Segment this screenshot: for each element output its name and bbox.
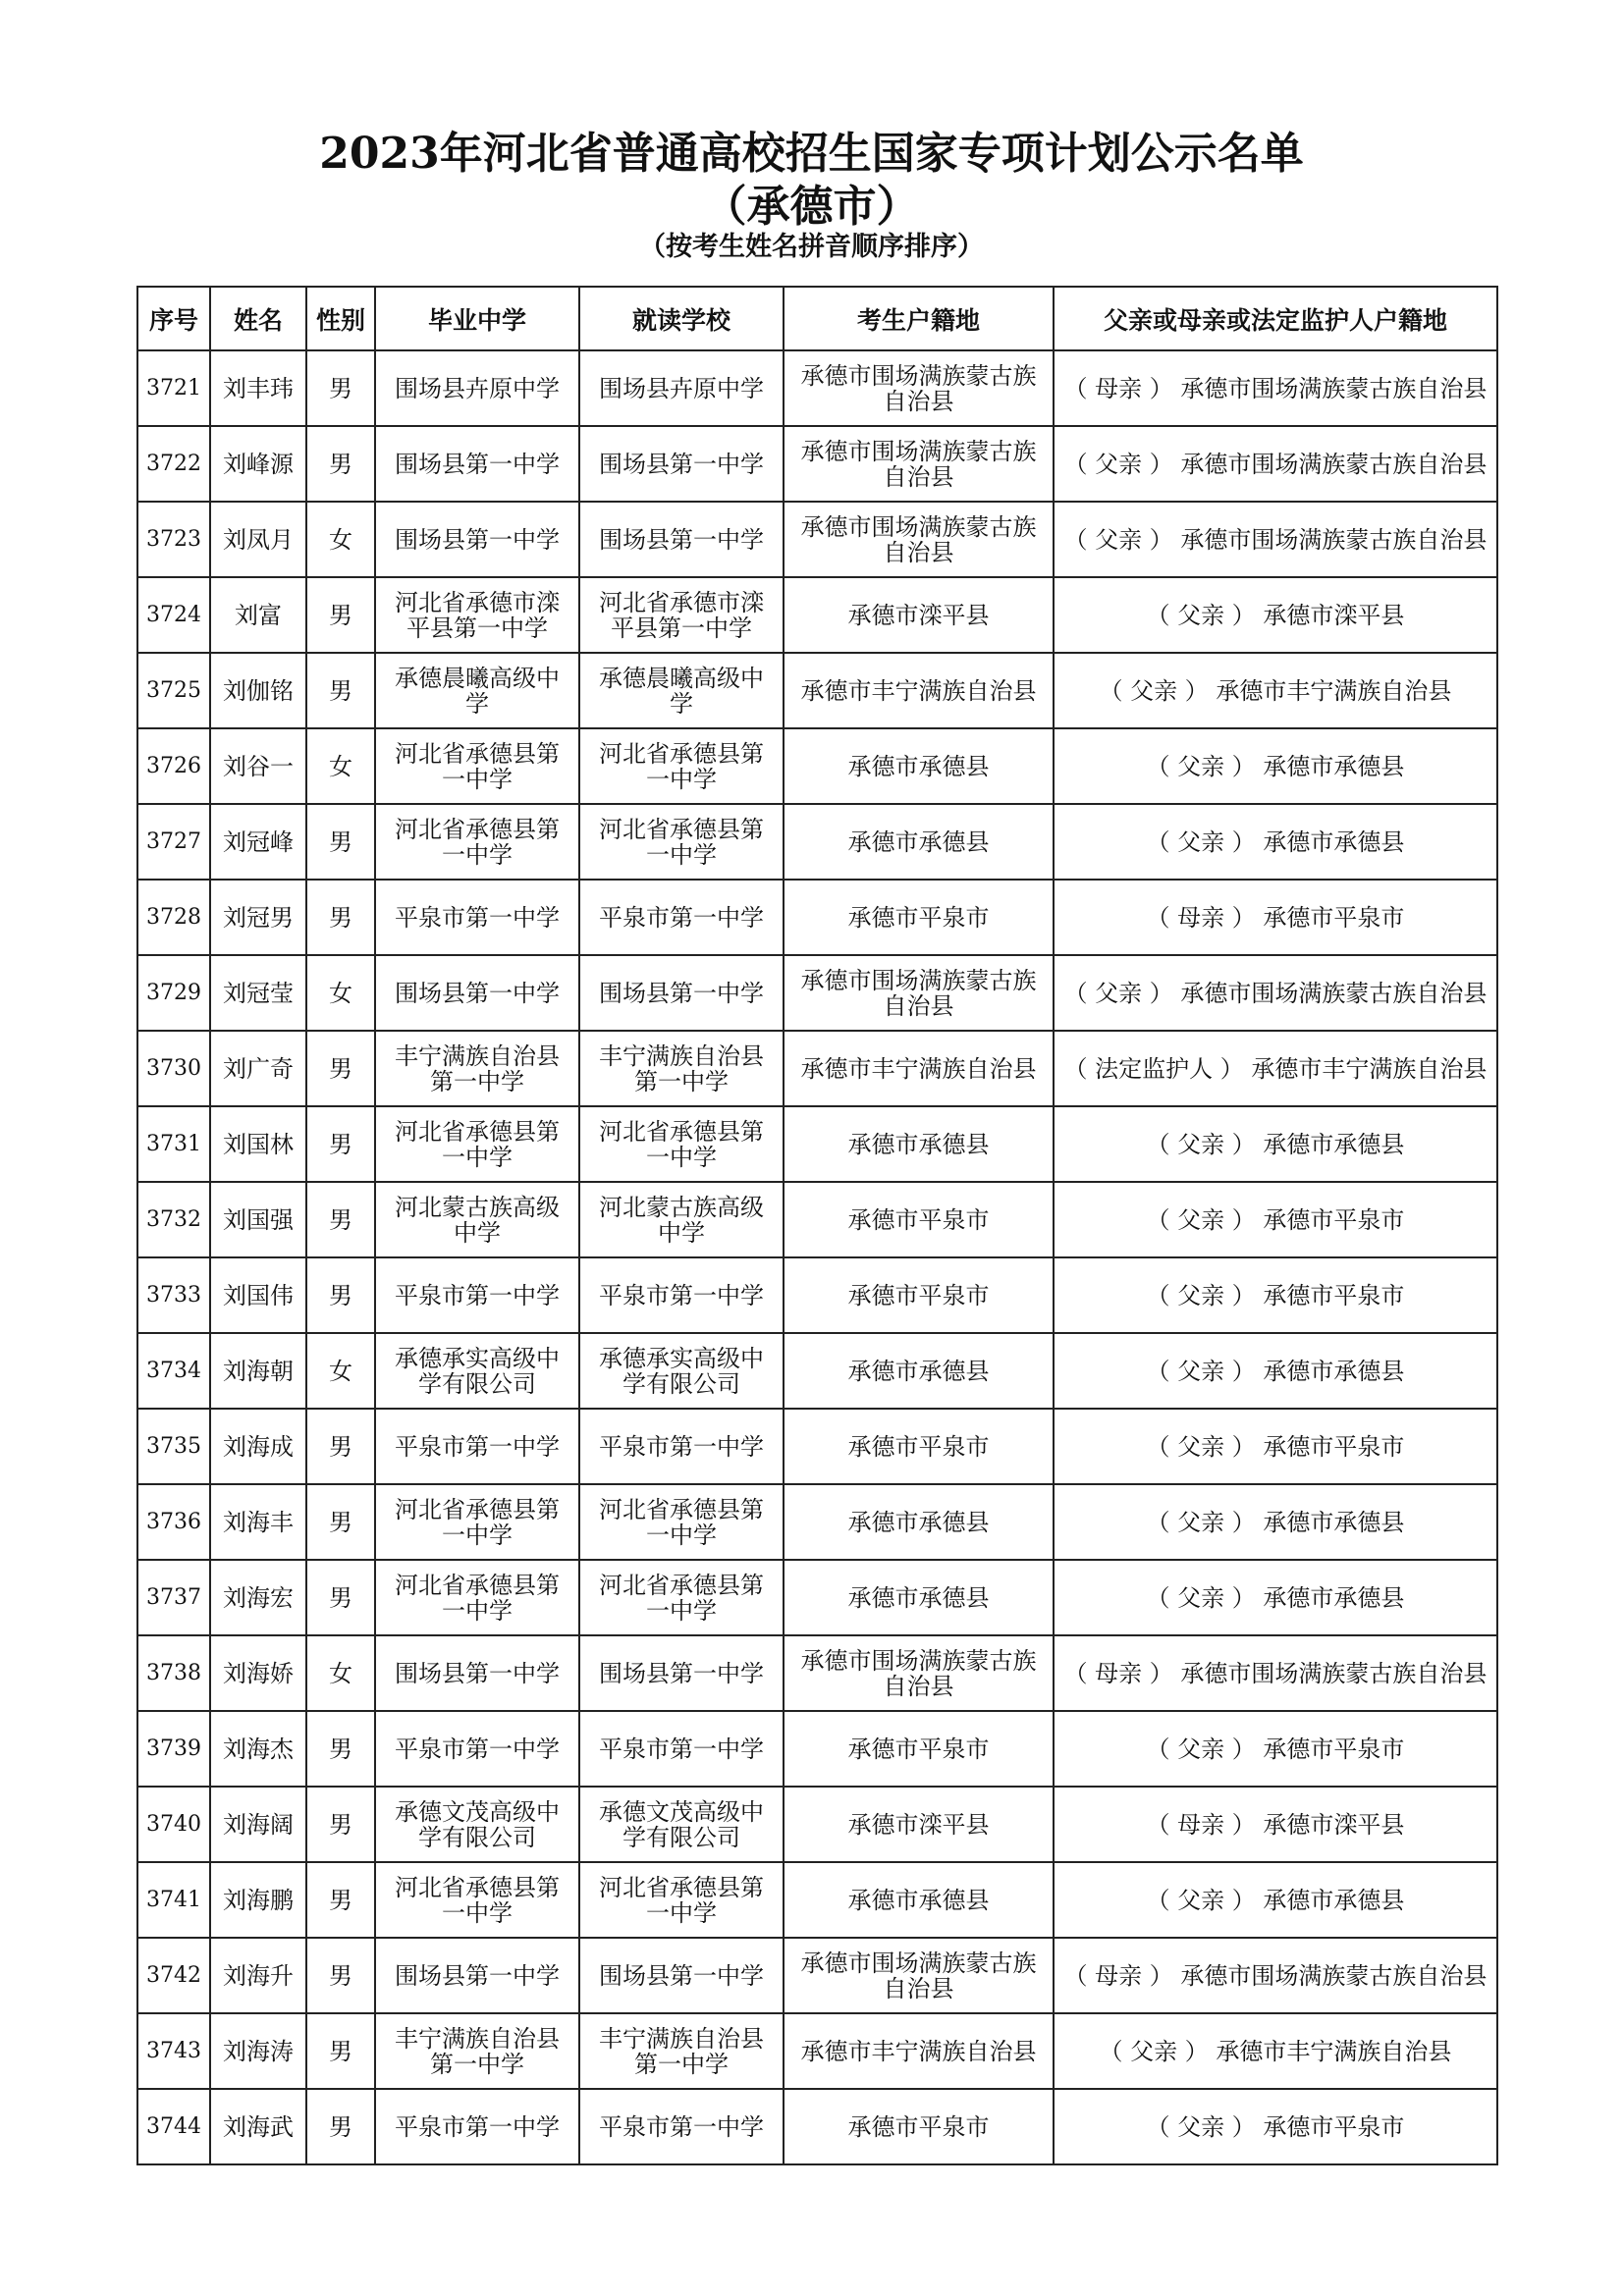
cell-grad-school: 围场县第一中学	[375, 426, 579, 502]
cell-name: 刘丰玮	[210, 350, 306, 426]
cell-guardian-hukou: （ 母亲 ） 承德市围场满族蒙古族自治县	[1054, 1635, 1497, 1711]
cell-id: 3722	[137, 426, 210, 502]
cell-id: 3743	[137, 2013, 210, 2089]
column-header-grad-school: 毕业中学	[375, 287, 579, 350]
cell-hukou: 承德市丰宁满族自治县	[784, 2013, 1054, 2089]
cell-study-school: 平泉市第一中学	[579, 1711, 784, 1787]
cell-hukou: 承德市丰宁满族自治县	[784, 1031, 1054, 1106]
cell-grad-school: 河北省承德县第一中学	[375, 804, 579, 880]
cell-id: 3727	[137, 804, 210, 880]
cell-guardian-hukou: （ 父亲 ） 承德市平泉市	[1054, 1409, 1497, 1484]
cell-guardian-hukou: （ 父亲 ） 承德市丰宁满族自治县	[1054, 2013, 1497, 2089]
table-row	[137, 1560, 1497, 1635]
cell-hukou: 承德市平泉市	[784, 1409, 1054, 1484]
column-header-name: 姓名	[210, 287, 306, 350]
cell-gender: 男	[306, 1484, 375, 1560]
cell-grad-school: 承德晨曦高级中学	[375, 653, 579, 728]
cell-name: 刘国强	[210, 1182, 306, 1257]
table-row	[137, 1938, 1497, 2013]
cell-hukou: 承德市围场满族蒙古族自治县	[784, 426, 1054, 502]
cell-guardian-hukou: （ 父亲 ） 承德市承德县	[1054, 804, 1497, 880]
cell-grad-school: 承德文茂高级中学有限公司	[375, 1787, 579, 1862]
cell-id: 3736	[137, 1484, 210, 1560]
cell-study-school: 河北省承德县第一中学	[579, 728, 784, 804]
cell-grad-school: 河北省承德县第一中学	[375, 1106, 579, 1182]
table-row	[137, 1635, 1497, 1711]
cell-guardian-hukou: （ 父亲 ） 承德市承德县	[1054, 1560, 1497, 1635]
table-row	[137, 1031, 1497, 1106]
cell-gender: 男	[306, 653, 375, 728]
cell-gender: 男	[306, 880, 375, 955]
cell-hukou: 承德市滦平县	[784, 577, 1054, 653]
cell-guardian-hukou: （ 父亲 ） 承德市承德县	[1054, 1106, 1497, 1182]
cell-hukou: 承德市平泉市	[784, 1182, 1054, 1257]
page-subtitle: （承德市）	[703, 182, 920, 232]
cell-gender: 男	[306, 1560, 375, 1635]
table-row	[137, 1106, 1497, 1182]
cell-name: 刘海成	[210, 1409, 306, 1484]
cell-guardian-hukou: （ 父亲 ） 承德市承德县	[1054, 1333, 1497, 1409]
cell-name: 刘国林	[210, 1106, 306, 1182]
cell-study-school: 承德文茂高级中学有限公司	[579, 1787, 784, 1862]
cell-study-school: 河北省承德县第一中学	[579, 1862, 784, 1938]
cell-study-school: 平泉市第一中学	[579, 880, 784, 955]
sort-note: （按考生姓名拼音顺序排序）	[639, 232, 984, 262]
cell-grad-school: 围场县第一中学	[375, 1635, 579, 1711]
cell-grad-school: 河北省承德县第一中学	[375, 1484, 579, 1560]
table-body	[137, 350, 1497, 2164]
cell-gender: 男	[306, 577, 375, 653]
cell-hukou: 承德市承德县	[784, 804, 1054, 880]
cell-study-school: 承德承实高级中学有限公司	[579, 1333, 784, 1409]
cell-grad-school: 围场县第一中学	[375, 955, 579, 1031]
cell-grad-school: 围场县卉原中学	[375, 350, 579, 426]
table-row	[137, 1182, 1497, 1257]
cell-grad-school: 平泉市第一中学	[375, 1711, 579, 1787]
cell-name: 刘海杰	[210, 1711, 306, 1787]
cell-study-school: 丰宁满族自治县第一中学	[579, 1031, 784, 1106]
cell-study-school: 河北蒙古族高级中学	[579, 1182, 784, 1257]
cell-gender: 男	[306, 1106, 375, 1182]
table-row	[137, 2013, 1497, 2089]
cell-guardian-hukou: （ 父亲 ） 承德市平泉市	[1054, 2089, 1497, 2164]
cell-hukou: 承德市承德县	[784, 1106, 1054, 1182]
cell-grad-school: 围场县第一中学	[375, 502, 579, 577]
cell-id: 3725	[137, 653, 210, 728]
cell-name: 刘冠男	[210, 880, 306, 955]
cell-hukou: 承德市围场满族蒙古族自治县	[784, 502, 1054, 577]
cell-hukou: 承德市平泉市	[784, 880, 1054, 955]
cell-grad-school: 平泉市第一中学	[375, 1409, 579, 1484]
cell-hukou: 承德市滦平县	[784, 1787, 1054, 1862]
cell-gender: 女	[306, 1635, 375, 1711]
cell-id: 3744	[137, 2089, 210, 2164]
cell-guardian-hukou: （ 母亲 ） 承德市围场满族蒙古族自治县	[1054, 350, 1497, 426]
table-row	[137, 350, 1497, 426]
cell-gender: 女	[306, 955, 375, 1031]
table-row	[137, 1333, 1497, 1409]
cell-study-school: 围场县第一中学	[579, 1938, 784, 2013]
cell-study-school: 河北省承德市滦平县第一中学	[579, 577, 784, 653]
cell-id: 3742	[137, 1938, 210, 2013]
cell-guardian-hukou: （ 父亲 ） 承德市承德县	[1054, 728, 1497, 804]
cell-grad-school: 河北省承德市滦平县第一中学	[375, 577, 579, 653]
cell-grad-school: 承德承实高级中学有限公司	[375, 1333, 579, 1409]
cell-id: 3734	[137, 1333, 210, 1409]
cell-name: 刘海升	[210, 1938, 306, 2013]
cell-study-school: 围场县第一中学	[579, 1635, 784, 1711]
cell-grad-school: 丰宁满族自治县第一中学	[375, 1031, 579, 1106]
cell-hukou: 承德市承德县	[784, 728, 1054, 804]
cell-grad-school: 平泉市第一中学	[375, 880, 579, 955]
cell-hukou: 承德市围场满族蒙古族自治县	[784, 1938, 1054, 2013]
cell-name: 刘海鹏	[210, 1862, 306, 1938]
cell-id: 3738	[137, 1635, 210, 1711]
cell-study-school: 围场县第一中学	[579, 502, 784, 577]
cell-name: 刘海娇	[210, 1635, 306, 1711]
cell-gender: 男	[306, 1787, 375, 1862]
cell-name: 刘伽铭	[210, 653, 306, 728]
cell-study-school: 承德晨曦高级中学	[579, 653, 784, 728]
cell-name: 刘广奇	[210, 1031, 306, 1106]
cell-gender: 男	[306, 1862, 375, 1938]
cell-hukou: 承德市承德县	[784, 1560, 1054, 1635]
cell-name: 刘富	[210, 577, 306, 653]
table-header-row	[137, 287, 1497, 350]
cell-id: 3731	[137, 1106, 210, 1182]
cell-gender: 男	[306, 1182, 375, 1257]
cell-guardian-hukou: （ 父亲 ） 承德市承德县	[1054, 1484, 1497, 1560]
cell-hukou: 承德市承德县	[784, 1484, 1054, 1560]
cell-study-school: 丰宁满族自治县第一中学	[579, 2013, 784, 2089]
cell-gender: 女	[306, 1333, 375, 1409]
cell-guardian-hukou: （ 父亲 ） 承德市平泉市	[1054, 1257, 1497, 1333]
cell-gender: 男	[306, 1257, 375, 1333]
cell-guardian-hukou: （ 法定监护人 ） 承德市丰宁满族自治县	[1054, 1031, 1497, 1106]
table-row	[137, 1257, 1497, 1333]
cell-guardian-hukou: （ 父亲 ） 承德市滦平县	[1054, 577, 1497, 653]
cell-grad-school: 丰宁满族自治县第一中学	[375, 2013, 579, 2089]
cell-name: 刘海朝	[210, 1333, 306, 1409]
cell-guardian-hukou: （ 父亲 ） 承德市承德县	[1054, 1862, 1497, 1938]
cell-gender: 女	[306, 728, 375, 804]
column-header-hukou: 考生户籍地	[784, 287, 1054, 350]
cell-guardian-hukou: （ 父亲 ） 承德市平泉市	[1054, 1182, 1497, 1257]
cell-grad-school: 河北省承德县第一中学	[375, 728, 579, 804]
cell-guardian-hukou: （ 父亲 ） 承德市丰宁满族自治县	[1054, 653, 1497, 728]
cell-hukou: 承德市承德县	[784, 1862, 1054, 1938]
cell-name: 刘谷一	[210, 728, 306, 804]
cell-study-school: 平泉市第一中学	[579, 1409, 784, 1484]
cell-grad-school: 河北省承德县第一中学	[375, 1560, 579, 1635]
cell-hukou: 承德市平泉市	[784, 1257, 1054, 1333]
table-row	[137, 1862, 1497, 1938]
roster-table	[136, 286, 1498, 2165]
cell-id: 3732	[137, 1182, 210, 1257]
cell-hukou: 承德市承德县	[784, 1333, 1054, 1409]
table-row	[137, 1484, 1497, 1560]
cell-name: 刘凤月	[210, 502, 306, 577]
cell-guardian-hukou: （ 父亲 ） 承德市围场满族蒙古族自治县	[1054, 955, 1497, 1031]
cell-hukou: 承德市围场满族蒙古族自治县	[784, 1635, 1054, 1711]
table-row	[137, 1409, 1497, 1484]
cell-hukou: 承德市丰宁满族自治县	[784, 653, 1054, 728]
cell-hukou: 承德市围场满族蒙古族自治县	[784, 350, 1054, 426]
cell-name: 刘海宏	[210, 1560, 306, 1635]
cell-id: 3735	[137, 1409, 210, 1484]
table-row	[137, 653, 1497, 728]
cell-id: 3723	[137, 502, 210, 577]
cell-gender: 男	[306, 1711, 375, 1787]
cell-gender: 男	[306, 2013, 375, 2089]
column-header-study-school: 就读学校	[579, 287, 784, 350]
cell-id: 3740	[137, 1787, 210, 1862]
table-row	[137, 1711, 1497, 1787]
cell-gender: 男	[306, 2089, 375, 2164]
cell-grad-school: 平泉市第一中学	[375, 1257, 579, 1333]
cell-grad-school: 河北省承德县第一中学	[375, 1862, 579, 1938]
cell-id: 3741	[137, 1862, 210, 1938]
cell-name: 刘国伟	[210, 1257, 306, 1333]
cell-study-school: 围场县第一中学	[579, 955, 784, 1031]
cell-grad-school: 河北蒙古族高级中学	[375, 1182, 579, 1257]
table-row	[137, 2089, 1497, 2164]
cell-study-school: 河北省承德县第一中学	[579, 1484, 784, 1560]
cell-hukou: 承德市围场满族蒙古族自治县	[784, 955, 1054, 1031]
cell-name: 刘海阔	[210, 1787, 306, 1862]
table-row	[137, 1787, 1497, 1862]
cell-id: 3729	[137, 955, 210, 1031]
table-row	[137, 577, 1497, 653]
cell-name: 刘海武	[210, 2089, 306, 2164]
cell-guardian-hukou: （ 父亲 ） 承德市平泉市	[1054, 1711, 1497, 1787]
cell-id: 3737	[137, 1560, 210, 1635]
cell-name: 刘海涛	[210, 2013, 306, 2089]
cell-id: 3721	[137, 350, 210, 426]
cell-name: 刘冠莹	[210, 955, 306, 1031]
cell-hukou: 承德市平泉市	[784, 2089, 1054, 2164]
cell-id: 3726	[137, 728, 210, 804]
column-header-gender: 性别	[306, 287, 375, 350]
cell-name: 刘海丰	[210, 1484, 306, 1560]
cell-id: 3739	[137, 1711, 210, 1787]
cell-gender: 女	[306, 502, 375, 577]
table-row	[137, 880, 1497, 955]
cell-gender: 男	[306, 426, 375, 502]
cell-study-school: 河北省承德县第一中学	[579, 1560, 784, 1635]
cell-grad-school: 围场县第一中学	[375, 1938, 579, 2013]
cell-guardian-hukou: （ 母亲 ） 承德市围场满族蒙古族自治县	[1054, 1938, 1497, 2013]
cell-study-school: 河北省承德县第一中学	[579, 1106, 784, 1182]
table-row	[137, 804, 1497, 880]
table-row	[137, 502, 1497, 577]
cell-hukou: 承德市平泉市	[784, 1711, 1054, 1787]
cell-name: 刘冠峰	[210, 804, 306, 880]
cell-study-school: 围场县第一中学	[579, 426, 784, 502]
table-row	[137, 728, 1497, 804]
cell-id: 3724	[137, 577, 210, 653]
cell-guardian-hukou: （ 母亲 ） 承德市滦平县	[1054, 1787, 1497, 1862]
cell-gender: 男	[306, 1409, 375, 1484]
page-title: 2023年河北省普通高校招生国家专项计划公示名单	[319, 129, 1304, 179]
cell-name: 刘峰源	[210, 426, 306, 502]
cell-id: 3728	[137, 880, 210, 955]
column-header-id: 序号	[137, 287, 210, 350]
cell-grad-school: 平泉市第一中学	[375, 2089, 579, 2164]
cell-gender: 男	[306, 804, 375, 880]
cell-gender: 男	[306, 350, 375, 426]
table-row	[137, 426, 1497, 502]
table-row	[137, 955, 1497, 1031]
cell-gender: 男	[306, 1938, 375, 2013]
cell-study-school: 平泉市第一中学	[579, 2089, 784, 2164]
cell-id: 3733	[137, 1257, 210, 1333]
cell-study-school: 平泉市第一中学	[579, 1257, 784, 1333]
column-header-guardian-hukou: 父亲或母亲或法定监护人户籍地	[1054, 287, 1497, 350]
cell-guardian-hukou: （ 父亲 ） 承德市围场满族蒙古族自治县	[1054, 426, 1497, 502]
cell-gender: 男	[306, 1031, 375, 1106]
cell-study-school: 河北省承德县第一中学	[579, 804, 784, 880]
cell-study-school: 围场县卉原中学	[579, 350, 784, 426]
cell-guardian-hukou: （ 父亲 ） 承德市围场满族蒙古族自治县	[1054, 502, 1497, 577]
cell-id: 3730	[137, 1031, 210, 1106]
cell-guardian-hukou: （ 母亲 ） 承德市平泉市	[1054, 880, 1497, 955]
